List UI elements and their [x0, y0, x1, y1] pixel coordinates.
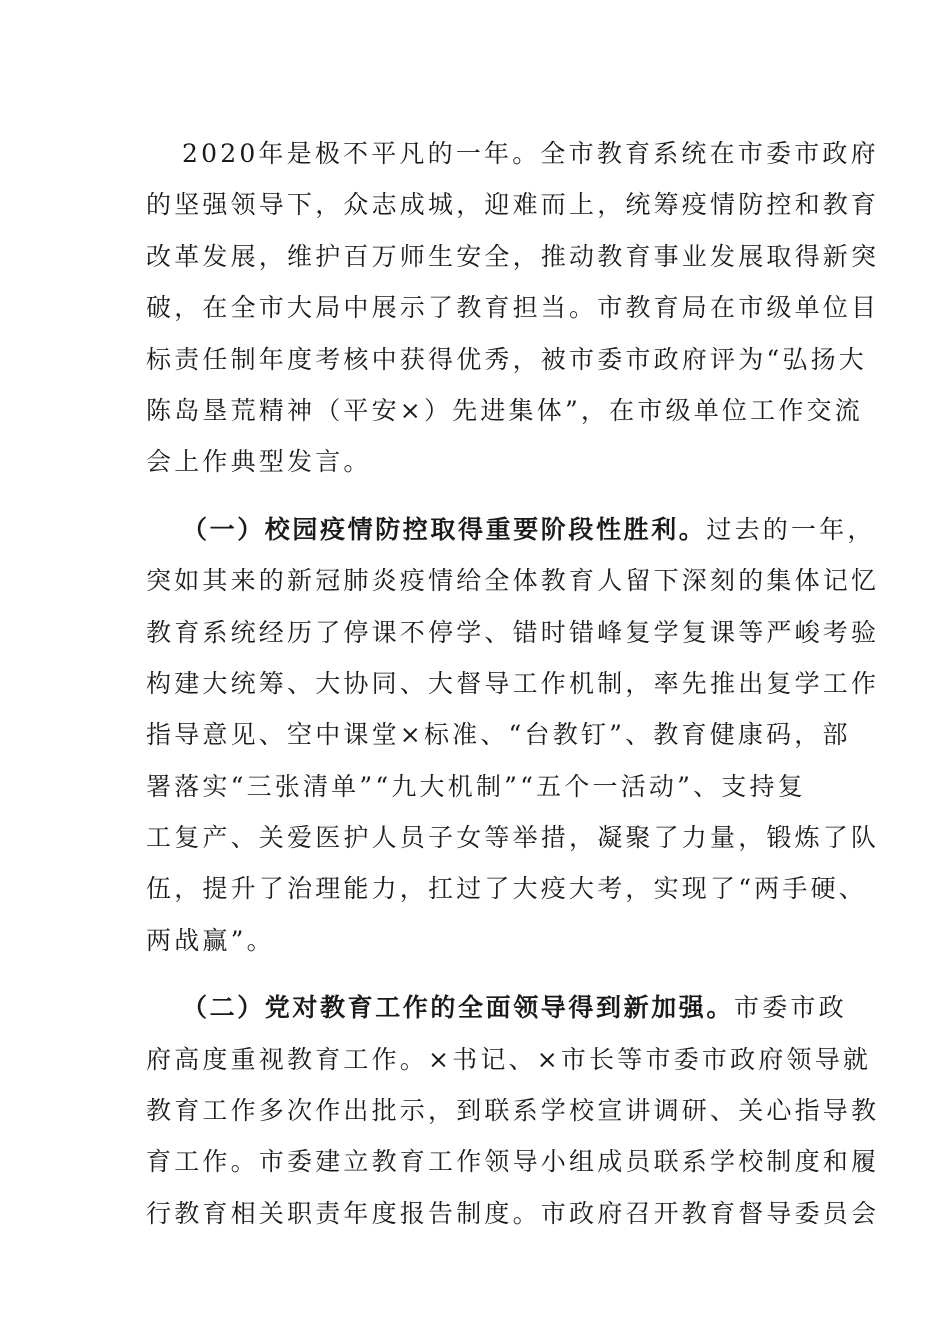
text-line: 行教育相关职责年度报告制度。市政府召开教育督导委员会 [146, 1198, 880, 1228]
section-first-line [146, 982, 847, 1033]
text-line: 教育工作多次作出批示，到联系学校宣讲调研、关心指导教 [146, 1096, 880, 1126]
text-line: 育工作。市委建立教育工作领导小组成员联系学校制度和履 [146, 1147, 880, 1177]
paragraph-section-1 [146, 504, 880, 967]
text-line: 署落实“三张清单”“九大机制”“五个一活动”、支持复 [146, 771, 806, 801]
text-line: 标责任制年度考核中获得优秀，被市委市政府评为“弘扬大 [146, 344, 867, 374]
paragraph-section-2 [146, 982, 880, 1239]
section-heading: （一）校园疫情防控取得重要阶段性胜利。 [182, 514, 707, 544]
text-line: 突如其来的新冠肺炎疫情给全体教育人留下深刻的集体记忆 [146, 566, 880, 596]
section-first-line [146, 504, 876, 555]
text-line: 的坚强领导下，众志成城，迎难而上，统筹疫情防控和教育 [146, 190, 880, 220]
text-line: 指导意见、空中课堂×标准、“台教钉”、教育健康码，部 [146, 720, 851, 750]
text-line: 会上作典型发言。 [146, 447, 372, 477]
text-line: 伍，提升了治理能力，扛过了大疫大考，实现了“两手硬、 [146, 874, 867, 904]
paragraph-spacer [146, 488, 810, 504]
text-line: 破，在全市大局中展示了教育担当。市教育局在市级单位目 [146, 293, 880, 323]
text-line: 陈岛垦荒精神（平安×）先进集体”，在市级单位工作交流 [146, 395, 863, 425]
section-heading: （二）党对教育工作的全面领导得到新加强。 [182, 993, 735, 1023]
text-line: 构建大统筹、大协同、大督导工作机制，率先推出复学工作 [146, 668, 880, 698]
text-line: 改革发展，维护百万师生安全，推动教育事业发展取得新突 [146, 241, 880, 271]
paragraph-intro [146, 128, 880, 488]
text-line: 2020年是极不平凡的一年。全市教育系统在市委市政府 [182, 139, 879, 168]
paragraph-spacer [146, 966, 810, 982]
text-line: 两战赢”。 [146, 925, 275, 955]
text-line: 教育系统经历了停课不停学、错时错峰复学复课等严峻考验 [146, 617, 880, 647]
text-fragment: 过去的一年， [706, 514, 876, 544]
text-fragment: 市委市政 [734, 993, 847, 1023]
document-body [146, 128, 880, 1239]
text-line: 府高度重视教育工作。×书记、×市长等市委市政府领导就 [146, 1044, 872, 1074]
text-line: 工复产、关爱医护人员子女等举措，凝聚了力量，锻炼了队 [146, 823, 880, 853]
